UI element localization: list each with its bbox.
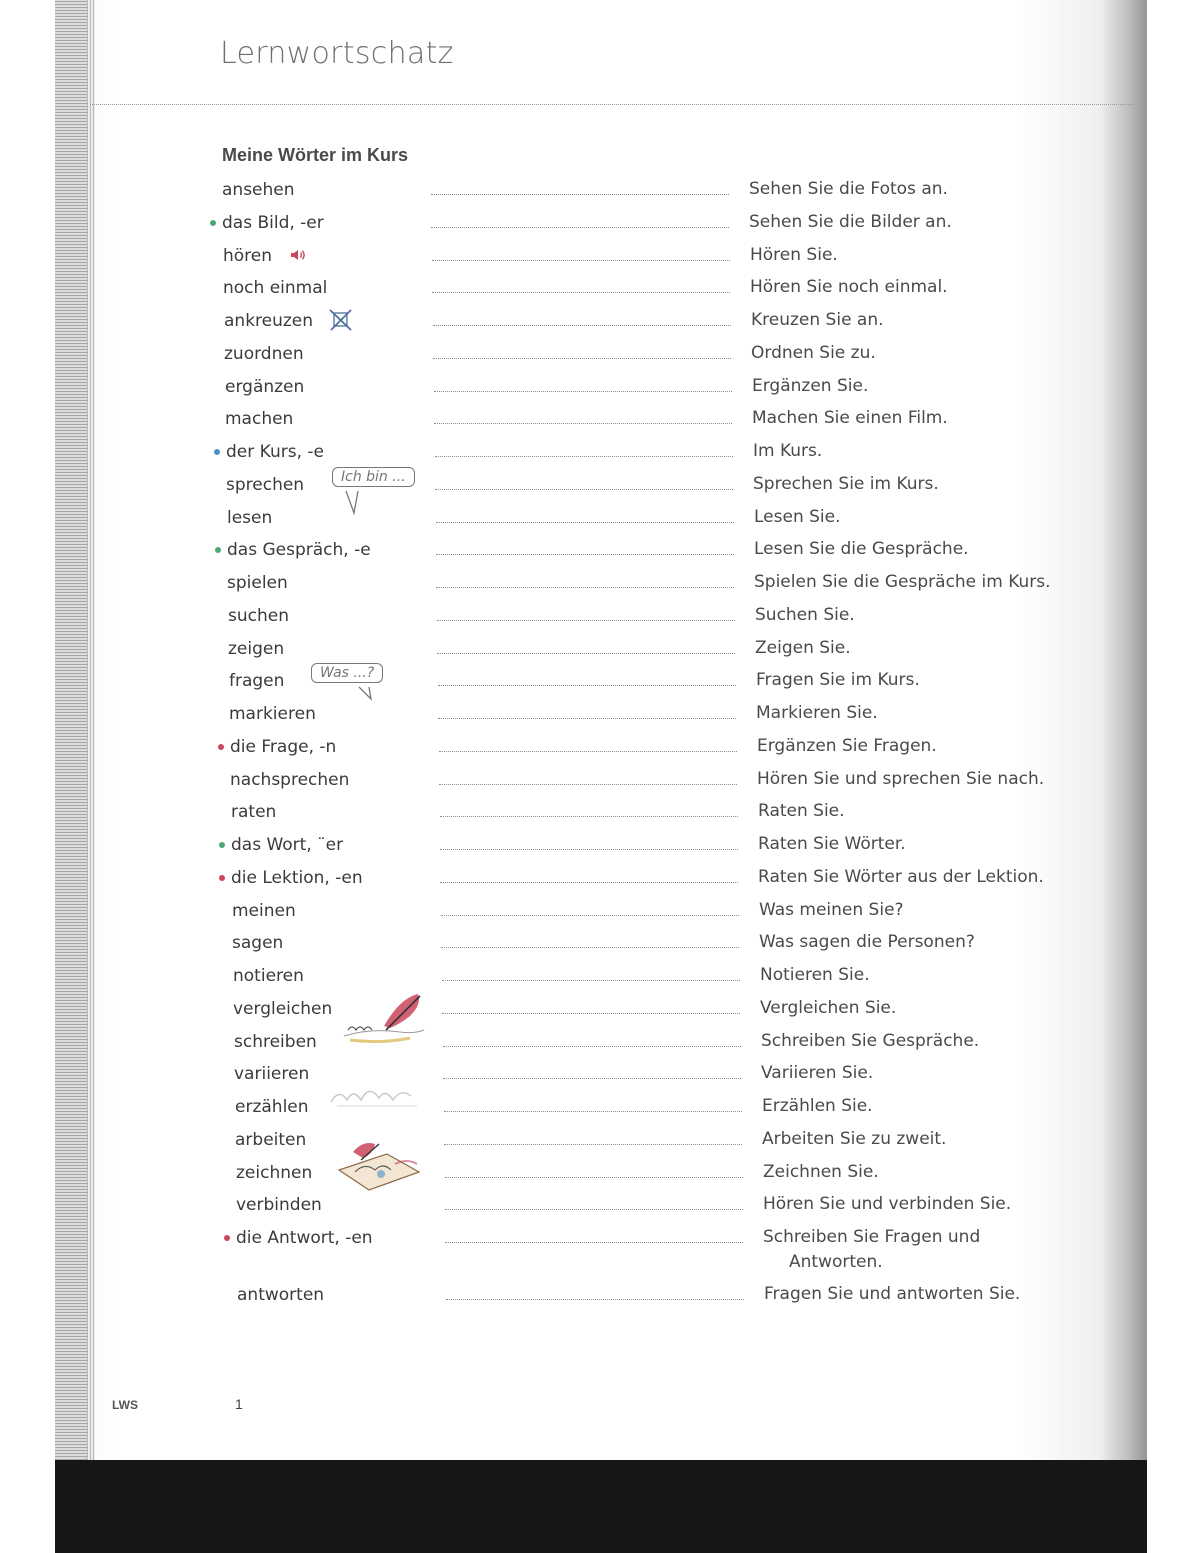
vocab-row <box>55 639 1147 667</box>
example-sentence: Spielen Sie die Gespräche im Kurs. <box>754 572 1051 592</box>
vocab-word: erzählen <box>235 1097 309 1117</box>
speech-bubble: Was ...? <box>311 663 383 683</box>
vocab-row <box>55 180 1147 208</box>
vocab-word: die Frage, -n <box>230 737 337 757</box>
vocab-word: das Bild, -er <box>222 213 324 233</box>
vocab-word: arbeiten <box>235 1130 307 1150</box>
example-sentence: Fragen Sie im Kurs. <box>756 670 920 690</box>
vocab-word: sagen <box>232 933 284 953</box>
vocab-row <box>55 999 1147 1027</box>
scan-bottom-border <box>55 1460 1147 1553</box>
vocab-row <box>55 966 1147 994</box>
faded-sketch-illustration <box>327 1076 427 1112</box>
example-sentence-continued: Antworten. <box>789 1252 883 1272</box>
vocab-word: zuordnen <box>224 344 304 364</box>
vocab-word: vergleichen <box>233 999 333 1019</box>
vocab-row <box>55 573 1147 601</box>
example-sentence: Erzählen Sie. <box>762 1096 873 1116</box>
example-sentence: Lesen Sie. <box>754 507 841 527</box>
write-in-line[interactable] <box>441 947 739 948</box>
example-sentence: Im Kurs. <box>753 441 823 461</box>
vocab-word: zeigen <box>228 639 285 659</box>
example-sentence: Vergleichen Sie. <box>760 998 897 1018</box>
vocab-row <box>55 1195 1147 1223</box>
vocab-word: das Gespräch, -e <box>227 540 371 560</box>
vocab-row <box>55 213 1147 241</box>
vocab-word: raten <box>231 802 277 822</box>
vocab-row <box>55 1130 1147 1158</box>
write-in-line[interactable] <box>444 1111 742 1112</box>
vocab-word: fragen <box>229 671 285 691</box>
write-in-line[interactable] <box>434 423 732 424</box>
section-heading: Meine Wörter im Kurs <box>222 145 409 165</box>
vocab-row <box>55 665 1147 699</box>
speaker-icon <box>290 248 308 262</box>
example-sentence: Zeichnen Sie. <box>763 1162 879 1182</box>
example-sentence: Lesen Sie die Gespräche. <box>754 539 969 559</box>
vocab-row <box>55 1032 1147 1060</box>
example-sentence: Sprechen Sie im Kurs. <box>753 474 939 494</box>
vocab-word: hören <box>223 246 273 266</box>
write-in-line[interactable] <box>446 1299 744 1300</box>
vocab-row <box>55 737 1147 765</box>
example-sentence: Suchen Sie. <box>755 605 855 625</box>
write-in-line[interactable] <box>439 784 737 785</box>
vocab-row <box>55 377 1147 405</box>
vocab-word: meinen <box>232 901 296 921</box>
vocab-word: nachsprechen <box>230 770 350 790</box>
gender-dot-blue <box>214 449 220 455</box>
vocab-word: notieren <box>233 966 304 986</box>
write-in-line[interactable] <box>434 391 732 392</box>
vocab-row <box>55 606 1147 634</box>
gender-dot-red <box>224 1235 230 1241</box>
example-sentence: Zeigen Sie. <box>755 638 851 658</box>
vocab-row <box>55 409 1147 437</box>
example-sentence: Hören Sie. <box>750 245 838 265</box>
vocab-word: das Wort, ¨er <box>231 835 344 855</box>
write-in-line[interactable] <box>431 227 729 228</box>
vocab-row <box>55 802 1147 830</box>
write-in-line[interactable] <box>437 653 735 654</box>
example-sentence: Kreuzen Sie an. <box>751 310 884 330</box>
example-sentence: Hören Sie und verbinden Sie. <box>763 1194 1012 1214</box>
page-title: Lernwortschatz <box>220 36 454 71</box>
write-in-line[interactable] <box>436 587 734 588</box>
example-sentence: Raten Sie Wörter aus der Lektion. <box>758 867 1044 887</box>
vocab-word: antworten <box>237 1285 325 1305</box>
example-sentence: Was sagen die Personen? <box>759 932 975 952</box>
page-sheet <box>55 0 1147 1460</box>
write-in-line[interactable] <box>440 849 738 850</box>
speech-bubble: Ich bin ... <box>332 467 415 487</box>
write-in-line[interactable] <box>445 1177 743 1178</box>
vocab-word: noch einmal <box>223 278 328 298</box>
gender-dot-green <box>215 547 221 553</box>
vocab-row <box>55 1285 1147 1313</box>
example-sentence: Machen Sie einen Film. <box>752 408 948 428</box>
example-sentence: Schreiben Sie Gespräche. <box>761 1031 980 1051</box>
write-in-line[interactable] <box>444 1144 742 1145</box>
write-in-line[interactable] <box>441 915 739 916</box>
gender-dot-green <box>219 842 225 848</box>
vocab-word: markieren <box>229 704 316 724</box>
vocab-row <box>55 344 1147 372</box>
example-sentence: Notieren Sie. <box>760 965 870 985</box>
vocab-row <box>55 1163 1147 1191</box>
vocab-row <box>55 704 1147 732</box>
vocab-word: ergänzen <box>225 377 305 397</box>
vocab-word: ansehen <box>222 180 295 200</box>
vocab-word: variieren <box>234 1064 310 1084</box>
scanned-page <box>55 0 1147 1553</box>
write-in-line[interactable] <box>437 620 735 621</box>
example-sentence: Hören Sie und sprechen Sie nach. <box>757 769 1045 789</box>
example-sentence: Sehen Sie die Fotos an. <box>749 179 948 199</box>
write-in-line[interactable] <box>442 1013 740 1014</box>
vocab-word: sprechen <box>226 475 305 495</box>
vocab-row <box>55 540 1147 568</box>
vocab-word: schreiben <box>234 1032 317 1052</box>
vocab-row <box>55 835 1147 863</box>
write-in-line[interactable] <box>445 1209 743 1210</box>
write-in-line[interactable] <box>439 751 737 752</box>
write-in-line[interactable] <box>440 882 738 883</box>
example-sentence: Ordnen Sie zu. <box>751 343 876 363</box>
example-sentence: Raten Sie. <box>758 801 845 821</box>
writing-hand-illustration <box>340 990 430 1052</box>
gender-dot-green <box>210 220 216 226</box>
vocab-word: lesen <box>227 508 273 528</box>
vocab-word: verbinden <box>236 1195 322 1215</box>
vocab-row <box>55 1227 1147 1272</box>
example-sentence: Sehen Sie die Bilder an. <box>749 212 952 232</box>
write-in-line[interactable] <box>438 685 736 686</box>
vocab-word: der Kurs, -e <box>226 442 324 462</box>
vocab-row <box>55 246 1147 274</box>
vocab-word: die Antwort, -en <box>236 1228 373 1248</box>
vocab-row <box>55 442 1147 470</box>
vocab-word: spielen <box>227 573 288 593</box>
drawing-illustration <box>333 1136 425 1192</box>
page-number: 1 <box>235 1396 243 1412</box>
vocab-word: ankreuzen <box>224 311 314 331</box>
vocab-row <box>55 770 1147 798</box>
example-sentence: Ergänzen Sie. <box>752 376 869 396</box>
vocab-row <box>55 1097 1147 1125</box>
write-in-line[interactable] <box>435 456 733 457</box>
vocab-row <box>55 933 1147 961</box>
gender-dot-red <box>218 744 224 750</box>
vocab-row <box>55 901 1147 929</box>
example-sentence: Variieren Sie. <box>761 1063 874 1083</box>
write-in-line[interactable] <box>443 1046 741 1047</box>
write-in-line[interactable] <box>432 292 730 293</box>
example-sentence: Ergänzen Sie Fragen. <box>757 736 937 756</box>
write-in-line[interactable] <box>436 554 734 555</box>
example-sentence: Markieren Sie. <box>756 703 878 723</box>
write-in-line[interactable] <box>435 489 733 490</box>
write-in-line[interactable] <box>442 980 740 981</box>
write-in-line[interactable] <box>433 325 731 326</box>
gender-dot-red <box>219 875 225 881</box>
vocab-row <box>55 278 1147 306</box>
write-in-line[interactable] <box>431 194 729 195</box>
example-sentence: Arbeiten Sie zu zweit. <box>762 1129 947 1149</box>
example-sentence: Was meinen Sie? <box>759 900 904 920</box>
write-in-line[interactable] <box>443 1078 741 1079</box>
write-in-line[interactable] <box>432 260 730 261</box>
vocab-word: machen <box>225 409 294 429</box>
vocab-row <box>55 508 1147 536</box>
section-tag: LWS <box>112 1398 138 1412</box>
write-in-line[interactable] <box>445 1242 743 1243</box>
vocab-row <box>55 311 1147 339</box>
vocab-row <box>55 469 1147 503</box>
write-in-line[interactable] <box>433 358 731 359</box>
vocab-word: zeichnen <box>236 1163 313 1183</box>
vocab-row <box>55 1064 1147 1092</box>
example-sentence: Hören Sie noch einmal. <box>750 277 948 297</box>
cross-mark-icon <box>328 308 354 332</box>
vocab-word: die Lektion, -en <box>231 868 363 888</box>
example-sentence: Schreiben Sie Fragen und <box>763 1227 981 1247</box>
vocab-word: suchen <box>228 606 289 626</box>
write-in-line[interactable] <box>438 718 736 719</box>
header-divider <box>90 104 1135 105</box>
write-in-line[interactable] <box>440 816 738 817</box>
write-in-line[interactable] <box>436 522 734 523</box>
example-sentence: Fragen Sie und antworten Sie. <box>764 1284 1021 1304</box>
example-sentence: Raten Sie Wörter. <box>758 834 906 854</box>
vocab-row <box>55 868 1147 896</box>
